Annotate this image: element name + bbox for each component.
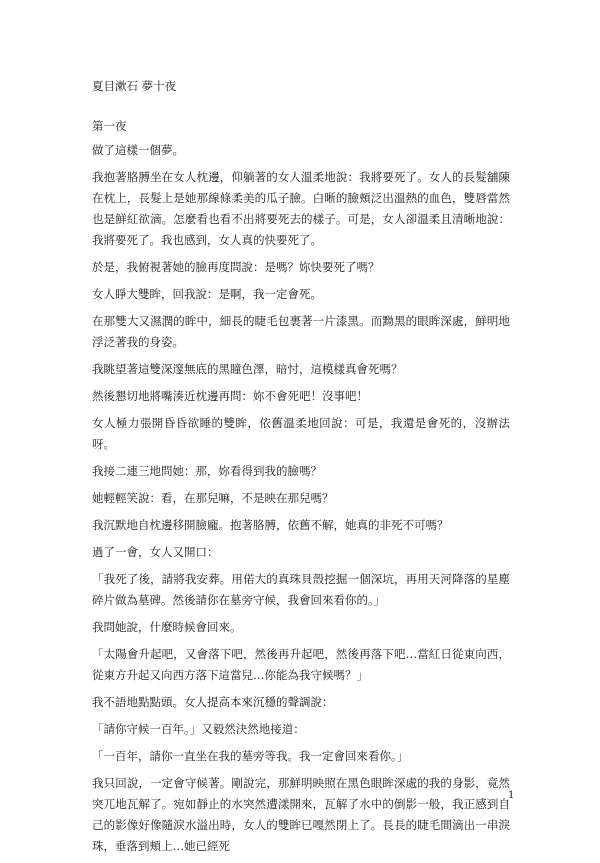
paragraph: 「一百年，請你一直坐在我的墓旁等我。我一定會回來看你。」	[92, 749, 409, 763]
paragraph: 我問她說，什麼時候會回來。	[92, 620, 242, 634]
paragraph: 我抱著胳膊坐在女人枕邊，仰躺著的女人溫柔地說：我將要死了。女人的長髮舖陳在枕上，長髮上是她那線條柔美的瓜子臉。白晰的臉頰泛出溫熱的血色，雙唇當然也是鮮紅欲滴。怎麼看也看不出將要死去的樣子。可是，女人卻溫柔且清晰地說：我將要死了。我也感到，女人真的快要死了。	[92, 170, 510, 247]
page-number: 1	[508, 790, 515, 801]
paragraph: 我眺望著這雙深邃無底的黑瞳色澤，暗忖，這模樣真會死嗎？	[92, 362, 403, 376]
paragraph: 她輕輕笑說：看，在那兒嘛，不是映在那兒嗎？	[92, 491, 334, 505]
paragraph: 做了這樣一個夢。	[92, 143, 184, 157]
paragraph: 「太陽會升起吧，又會落下吧，然後再升起吧，然後再落下吧…當紅日從東向西，從東方升起又向西方落下這當兒…你能為我守候嗎？」	[92, 647, 510, 682]
document-body	[92, 140, 510, 863]
section-heading: 第一夜	[92, 119, 127, 133]
paragraph: 我沉默地自枕邊移開臉龐。抱著胳膊，依舊不解，她真的非死不可嗎？	[92, 518, 449, 532]
paragraph: 於是，我俯視著她的臉再度問說：是嗎？妳快要死了嗎？	[92, 260, 380, 274]
paragraph: 我只回說，一定會守候著。剛說完，那鮮明映照在黑色眼眸深處的我的身影，竟然突兀地瓦解了。宛如靜止的水突然遭漾開來，瓦解了水中的倒影一般，我正感到自己的影像好像隨淚水溢出時，女人的雙眸已嘎然閉上了。長長的睫毛間滴出一串淚珠，垂落到頰上…她已經死	[92, 776, 510, 853]
paragraph: 我不語地點點頭。女人提高本來沉穩的聲調說：	[92, 695, 334, 709]
paragraph: 在那雙大又濕潤的眸中，細長的睫毛包裹著一片漆黑。而黝黑的眼眸深處，鮮明地浮泛著我的身姿。	[92, 314, 510, 349]
paragraph: 女人睜大雙眸，回我說：是啊，我一定會死。	[92, 287, 322, 301]
document-title: 夏目漱石 夢十夜	[92, 79, 177, 93]
paragraph: 女人極力張開昏昏欲睡的雙眸，依舊溫柔地回說：可是，我還是會死的，沒辦法呀。	[92, 416, 510, 451]
paragraph: 過了一會，女人又開口：	[92, 545, 219, 559]
paragraph: 然後懇切地將嘴湊近枕邊再問：妳不會死吧！沒事吧！	[92, 389, 368, 403]
paragraph: 「請你守候一百年。」又毅然決然地接道：	[92, 722, 305, 736]
paragraph: 我接二連三地問她：那，妳看得到我的臉嗎？	[92, 464, 322, 478]
paragraph: 「我死了後，請將我安葬。用偌大的真珠貝殼挖掘一個深坑，再用天河降落的星塵碎片做為墓碑。然後請你在墓旁守候，我會回來看你的。」	[92, 572, 510, 607]
